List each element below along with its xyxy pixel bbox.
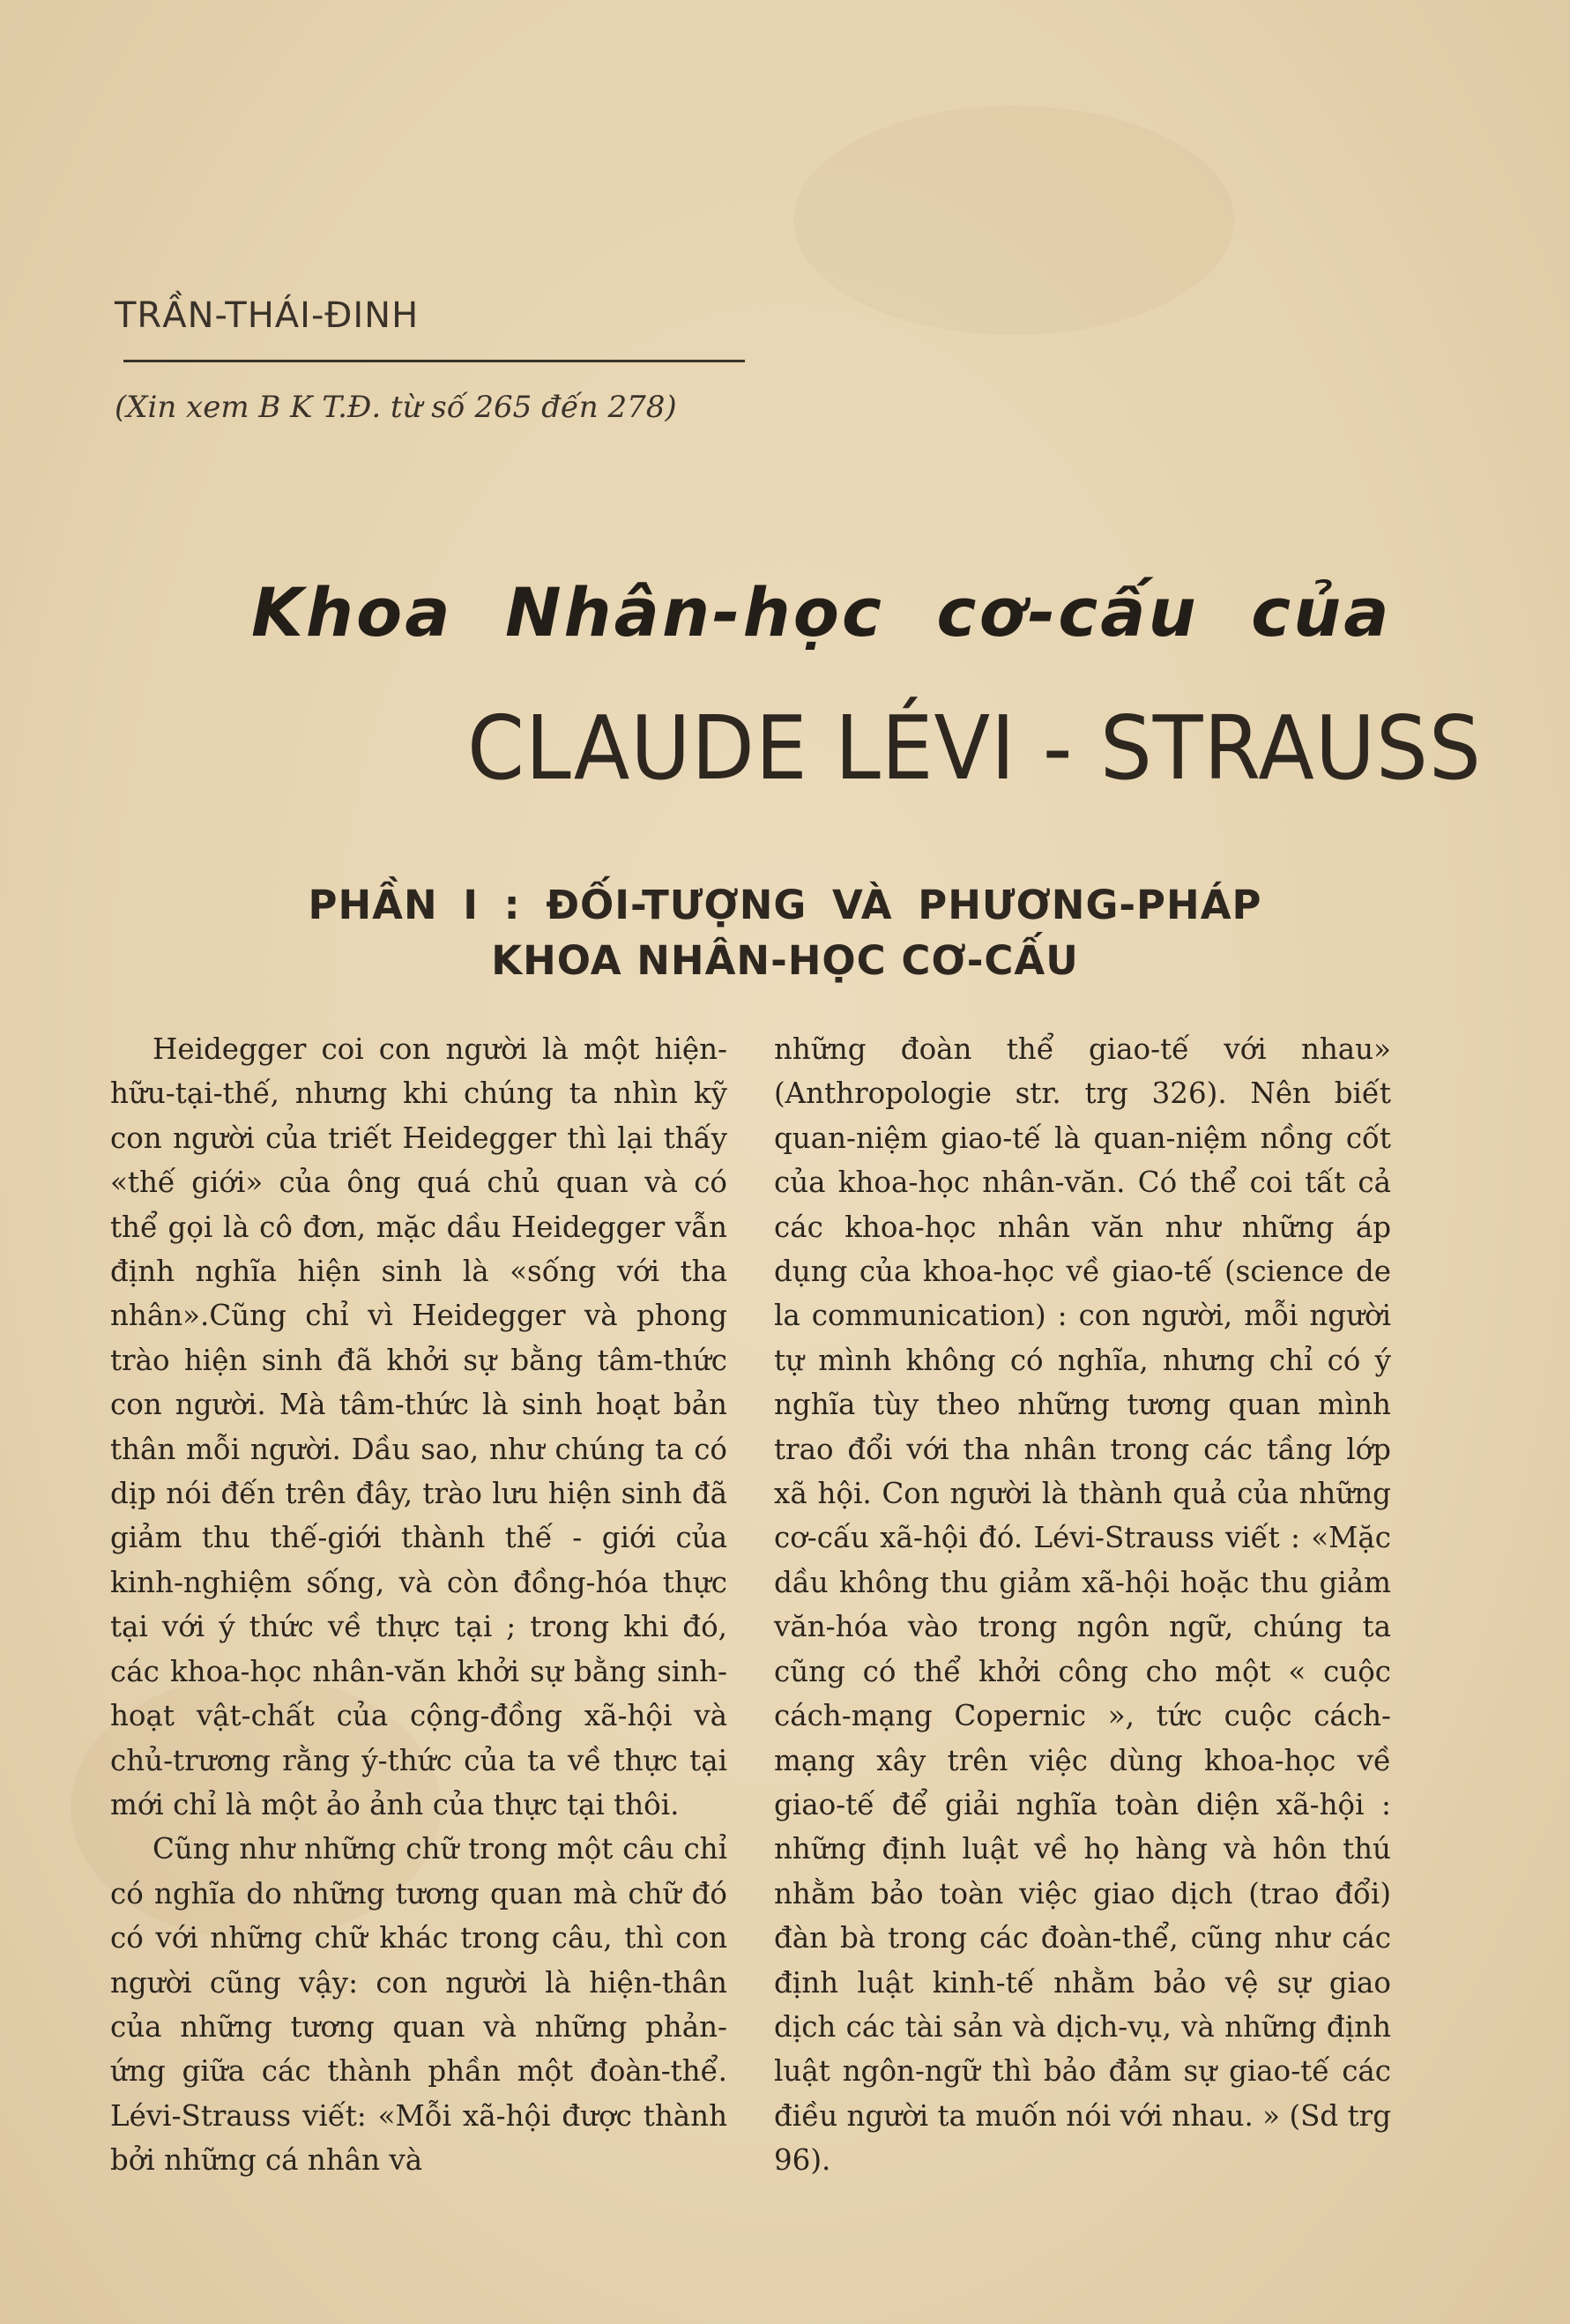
article-title-line2: CLAUDE LÉVI - STRAUSS: [467, 696, 1482, 800]
author-underline: [123, 360, 745, 362]
reference-note: (Xin xem B K T.Đ. từ số 265 đến 278): [115, 390, 677, 425]
article-title-line1: Khoa Nhân-học cơ-cấu của: [251, 573, 1392, 652]
paper-stain: [793, 106, 1234, 335]
author-name: TRẦN-THÁI-ĐINH: [115, 295, 420, 336]
paragraph: Cũng như những chữ trong một câu chỉ có nghĩa do những tương quan mà chữ đó có với những chữ khác trong câu, thì con người cũng vậy: con người là hiện-thân của những tương quan và những phản-ứng giữa các thành phần một đoàn-thể. Lévi-Strauss viết: «Mỗi xã-hội được thành bởi những cá nhân và: [110, 1832, 727, 2178]
part-heading-line2: KHOA NHÂN-HỌC CƠ-CẤU: [491, 937, 1079, 984]
paragraph: Heidegger coi con người là một hiện-hữu-tại-thế, nhưng khi chúng ta nhìn kỹ con người của triết Heidegger thì lại thấy «thế giới» của ông quá chủ quan và có thể gọi là cô đơn, mặc dầu Heidegger vẫn định nghĩa hiện sinh là «sống với tha nhân».Cũng chỉ vì Heidegger và phong trào hiện sinh đã khởi sự bằng tâm-thức con người. Mà tâm-thức là sinh hoạt bản thân mỗi người. Dầu sao, như chúng ta có dịp nói đến trên đây, trào lưu hiện sinh đã giảm thu thế-giới thành thế - giới của kinh-nghiệm sống, và còn đồng-hóa thực tại với ý thức về thực tại ; trong khi đó, các khoa-học nhân-văn khởi sự bằng sinh-hoạt vật-chất của cộng-đồng xã-hội và chủ-trương rằng ý-thức của ta về thực tại mới chỉ là một ảo ảnh của thực tại thôi.: [110, 1032, 727, 1821]
part-heading-line1: PHẦN I : ĐỐI-TƯỢNG VÀ PHƯƠNG-PHÁP: [308, 882, 1262, 928]
left-column: [110, 1027, 727, 2183]
paragraph: những đoàn thể giao-tế với nhau» (Anthropologie str. trg 326). Nên biết quan-niệm giao-tế là quan-niệm nồng cốt của khoa-học nhân-văn. Có thể coi tất cả các khoa-học nhân văn như những áp dụng của khoa-học về giao-tế (science de la communication) : con người, mỗi người tự mình không có nghĩa, nhưng chỉ có ý nghĩa tùy theo những tương quan mình trao đổi với tha nhân trong các tầng lớp xã hội. Con người là thành quả của những cơ-cấu xã-hội đó. Lévi-Strauss viết : «Mặc dầu không thu giảm xã-hội hoặc thu giảm văn-hóa vào trong ngôn ngữ, chúng ta cũng có thể khởi công cho một « cuộc cách-mạng Copernic », tức cuộc cách-mạng xây trên việc dùng khoa-học về giao-tế để giải nghĩa toàn diện xã-hội : những định luật về họ hàng và hôn thú nhằm bảo toàn việc giao dịch (trao đổi) đàn bà trong các đoàn-thể, cũng như các định luật kinh-tế nhằm bảo vệ sự giao dịch các tài sản và dịch-vụ, và những định luật ngôn-ngữ thì bảo đảm sự giao-tế các điều người ta muốn nói với nhau. » (Sd trg 96).: [774, 1032, 1391, 2178]
right-column: [774, 1027, 1391, 2183]
